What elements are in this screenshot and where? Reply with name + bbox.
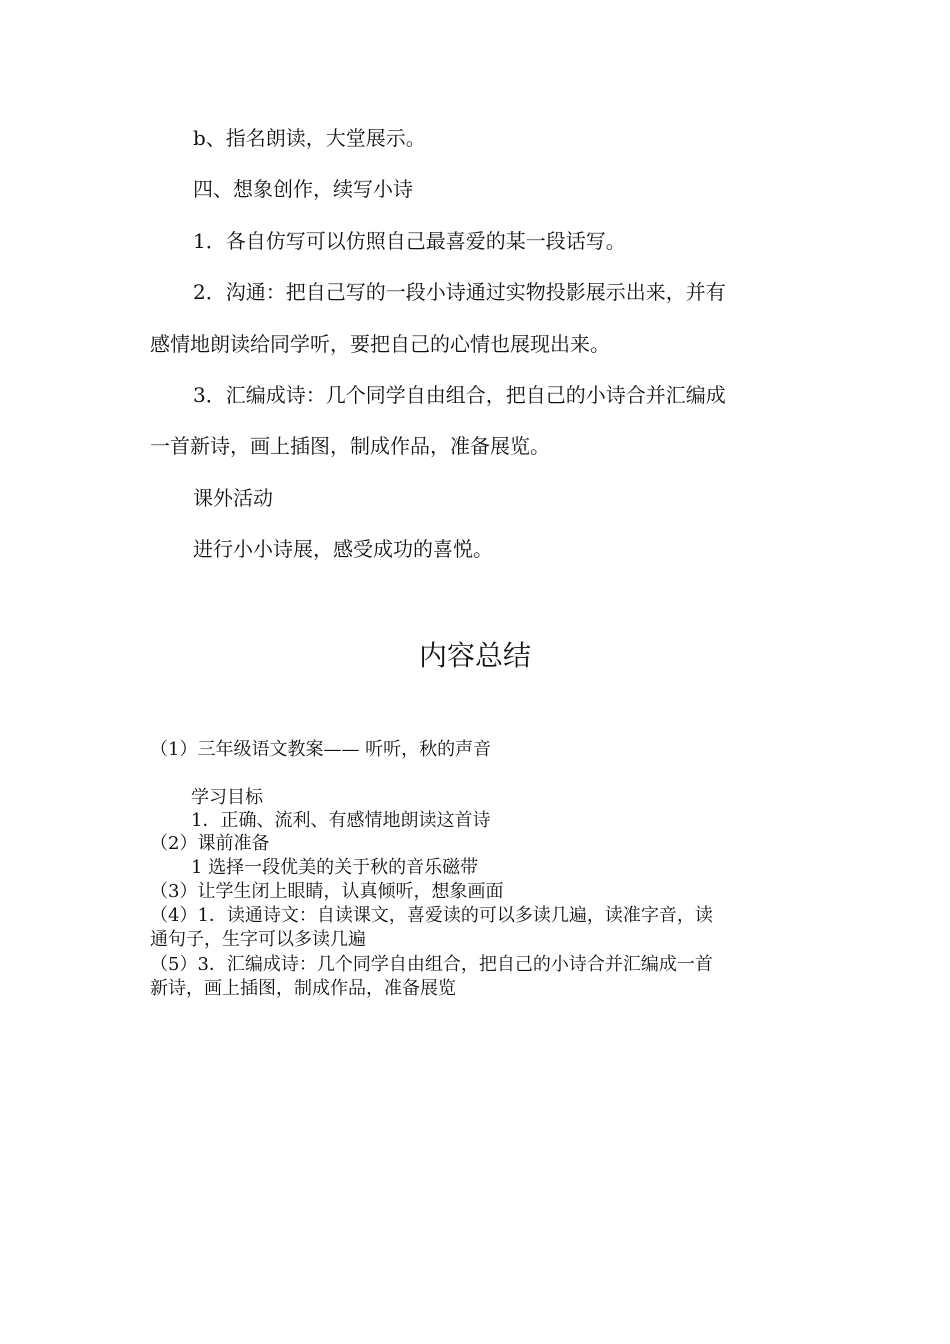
summary-line-6: （3）让学生闭上眼睛，认真倾听，想象画面 xyxy=(150,881,504,902)
summary-line-9: （5）3．汇编成诗：几个同学自由组合，把自己的小诗合并汇编成一首 xyxy=(150,954,713,975)
body-line-1: b、指名朗读，大堂展示。 xyxy=(193,126,426,150)
body-line-3: 1．各自仿写可以仿照自己最喜爱的某一段话写。 xyxy=(193,229,626,253)
body-line-4: 2．沟通：把自己写的一段小诗通过实物投影展示出来，并有 xyxy=(193,280,726,304)
summary-line-5: 1 选择一段优美的关于秋的音乐磁带 xyxy=(191,857,479,878)
summary-line-4: （2）课前准备 xyxy=(150,833,270,854)
body-line-2: 四、想象创作，续写小诗 xyxy=(193,177,413,201)
summary-line-10: 新诗，画上插图，制成作品，准备展览 xyxy=(150,978,456,999)
summary-line-1: （1）三年级语文教案—— 听听，秋的声音 xyxy=(150,739,492,760)
summary-line-8: 通句子，生字可以多读几遍 xyxy=(150,929,366,950)
summary-line-7: （4）1．读通诗文：自读课文，喜爱读的可以多读几遍，读准字音，读 xyxy=(150,905,713,926)
body-line-6: 3．汇编成诗：几个同学自由组合，把自己的小诗合并汇编成 xyxy=(193,383,726,407)
body-line-7: 一首新诗，画上插图，制成作品，准备展览。 xyxy=(150,434,550,458)
body-line-8: 课外活动 xyxy=(193,486,273,510)
summary-line-2: 学习目标 xyxy=(191,787,263,808)
body-line-5: 感情地朗读给同学听，要把自己的心情也展现出来。 xyxy=(150,332,610,356)
body-line-9: 进行小小诗展，感受成功的喜悦。 xyxy=(193,537,493,561)
summary-line-3: 1．正确、流利、有感情地朗读这首诗 xyxy=(191,810,491,831)
summary-title: 内容总结 xyxy=(418,639,531,672)
